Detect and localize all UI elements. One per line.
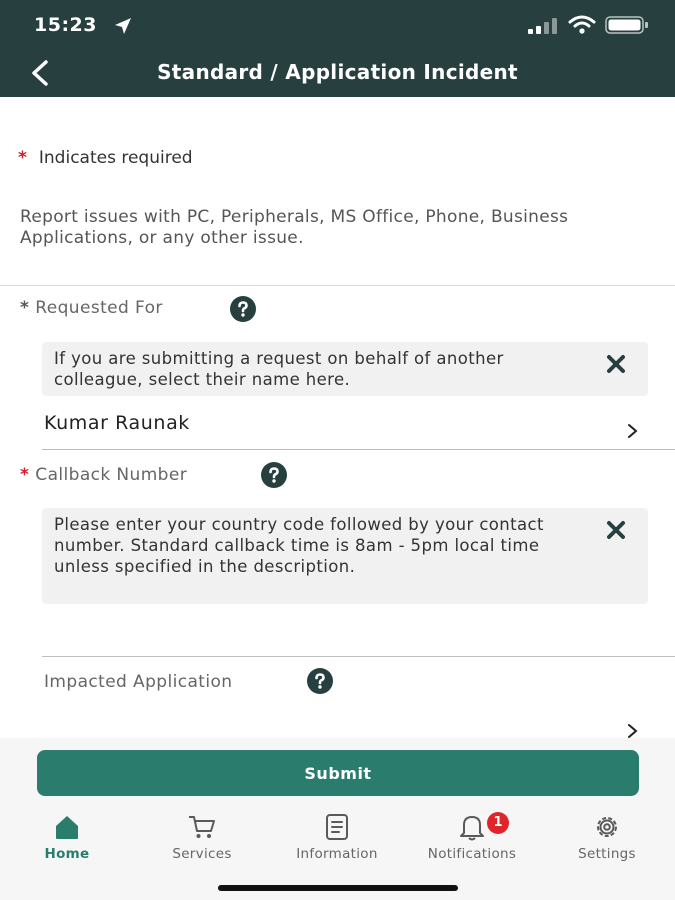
document-icon <box>322 812 352 842</box>
gear-icon <box>592 812 622 842</box>
bell-icon <box>457 812 487 842</box>
required-note <box>18 148 193 168</box>
page-title: Standard / Application Incident <box>157 60 518 84</box>
callback-number-hint <box>42 508 648 604</box>
callback-number-input[interactable] <box>42 614 642 654</box>
divider <box>42 656 675 657</box>
callback-number-hint-close-icon[interactable] <box>604 518 628 542</box>
tab-settings-label: Settings <box>578 846 636 862</box>
required-note-text: Indicates required <box>38 148 193 168</box>
tab-notifications-label: Notifications <box>427 846 517 862</box>
impacted-application-help-icon[interactable] <box>306 667 334 695</box>
cart-icon <box>187 812 217 842</box>
callback-number-mark: * <box>20 465 30 485</box>
tab-services-label: Services <box>172 846 232 862</box>
wifi-icon <box>568 15 596 35</box>
requested-for-label <box>20 298 163 318</box>
requested-for-hint <box>42 342 648 396</box>
tab-home[interactable] <box>7 812 127 862</box>
callback-number-label-text: Callback Number <box>35 465 188 485</box>
status-time: 15:23 <box>34 14 97 36</box>
requested-for-hint-text: If you are submitting a request on behalf of another colleague, select their name here. <box>54 349 504 389</box>
tab-information-label: Information <box>296 846 378 862</box>
requested-for-mark: * <box>20 298 30 318</box>
app-header <box>0 0 675 97</box>
impacted-application-label: Impacted Application <box>44 672 233 692</box>
divider <box>42 449 675 450</box>
requested-for-help-icon[interactable] <box>229 295 257 323</box>
notification-badge: 1 <box>487 812 509 834</box>
home-indicator <box>218 885 458 891</box>
battery-icon <box>605 16 649 34</box>
location-arrow-icon <box>113 16 133 36</box>
tab-services[interactable] <box>142 812 262 862</box>
tab-home-label: Home <box>44 846 90 862</box>
impacted-application-value[interactable] <box>44 712 644 738</box>
divider <box>0 285 675 286</box>
callback-number-help-icon[interactable] <box>260 461 288 489</box>
requested-for-value[interactable]: Kumar Raunak <box>44 412 190 434</box>
callback-number-label <box>20 465 187 485</box>
cellular-signal-icon <box>528 18 560 34</box>
home-icon <box>52 812 82 842</box>
tab-settings[interactable] <box>547 812 667 862</box>
callback-number-hint-text: Please enter your country code followed by your contact number. Standard callback time is 8am - 5pm local time unless specified in the description. <box>54 515 544 576</box>
required-mark: * <box>18 148 27 168</box>
requested-for-label-text: Requested For <box>35 298 163 318</box>
submit-button[interactable]: Submit <box>37 750 639 796</box>
requested-for-chevron-icon[interactable] <box>625 422 641 440</box>
tab-information[interactable] <box>277 812 397 862</box>
requested-for-hint-close-icon[interactable] <box>604 352 628 376</box>
tab-notifications[interactable] <box>412 812 532 862</box>
form-intro-text: Report issues with PC, Peripherals, MS Office, Phone, Business Applications, or any other issue. <box>20 207 569 248</box>
